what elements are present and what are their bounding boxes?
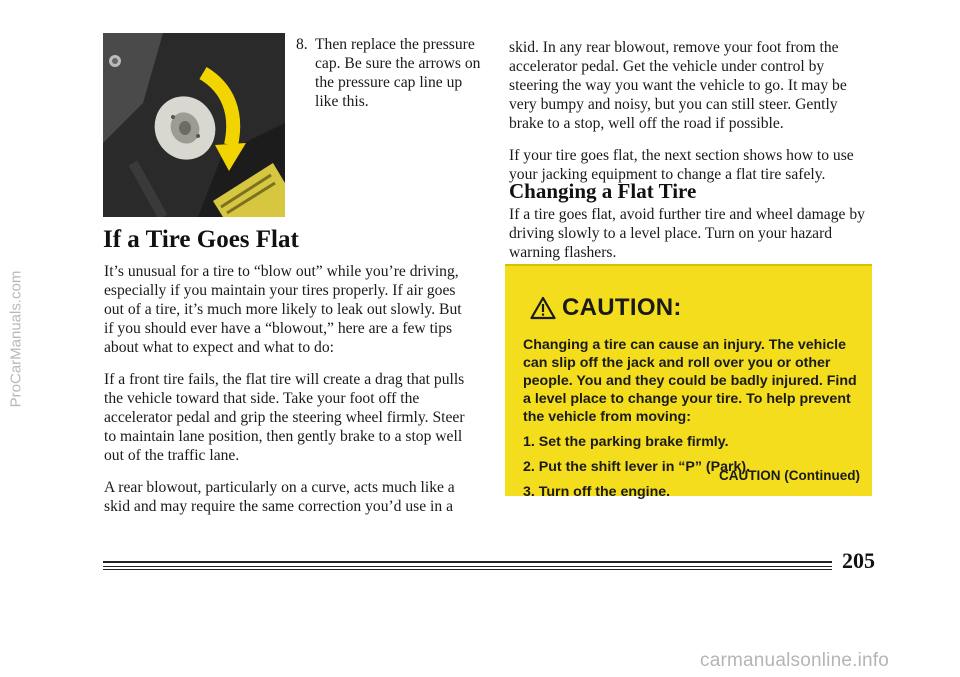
caution-title: CAUTION:	[562, 294, 682, 321]
caution-continued: CAUTION (Continued)	[719, 468, 860, 483]
blowout-continued	[509, 38, 864, 184]
pressure-cap-photo	[103, 33, 285, 217]
paragraph: It’s unusual for a tire to “blow out” while you’re driving, especially if you maintain your tires properly. If air goes out of a tire, it’s much more likely to leak out slowly. But if you should ever have a “blowout,” here are a few tips about what to expect and what to do:	[104, 263, 462, 356]
step-text: Then replace the pressure cap. Be sure the arrows on the pressure cap line up like this.	[315, 36, 481, 110]
page-number: 205	[842, 548, 875, 573]
footer-rule	[103, 569, 832, 570]
step-8	[296, 35, 486, 111]
footer-watermark: carmanualsonline.info	[700, 650, 890, 671]
caution-box	[505, 264, 872, 500]
footer-rule	[103, 566, 832, 567]
caution-steps	[523, 433, 868, 501]
pressure-cap-illustration	[103, 33, 285, 217]
paragraph: skid. In any rear blowout, remove your foot from the accelerator pedal. Get the vehicle under control by steering the way you want the vehicle to go. It may be very bumpy and noisy, but you can still steer. Gently brake to a stop, well off the road if possible.	[509, 39, 847, 132]
heading-if-a-tire-goes-flat: If a Tire Goes Flat	[103, 226, 299, 253]
heading-changing-a-flat-tire: Changing a Flat Tire	[509, 179, 697, 203]
caution-step: 1. Set the parking brake firmly.	[523, 434, 729, 450]
caution-header	[530, 294, 682, 322]
step-number: 8.	[296, 36, 308, 53]
warning-triangle-icon	[530, 296, 556, 320]
flat-tire-body	[104, 262, 474, 516]
side-watermark: ProCarManuals.com	[7, 270, 25, 407]
caution-step: 2. Put the shift lever in “P” (Park).	[523, 459, 751, 475]
paragraph: If your tire goes flat, the next section shows how to use your jacking equipment to change a flat tire safely.	[509, 147, 854, 183]
changing-intro	[509, 205, 869, 262]
paragraph: If a tire goes flat, avoid further tire and wheel damage by driving slowly to a level place. Turn on your hazard warning flashers.	[509, 206, 865, 261]
paragraph: A rear blowout, particularly on a curve, acts much like a skid and may require the same correction you’d use in a	[104, 479, 455, 515]
caution-step: 3. Turn off the engine.	[523, 484, 671, 500]
footer-rule	[103, 561, 832, 563]
paragraph: If a front tire fails, the flat tire will create a drag that pulls the vehicle toward that side. Take your foot off the accelerator pedal and grip the steering wheel firmly. Steer to maintain lane position, then gently brake to a stop well out of the traffic lane.	[104, 371, 465, 464]
caution-warning: Changing a tire can cause an injury. The vehicle can slip off the jack and roll over you or other people. You and they could be badly injured. Find a level place to change your tire. To help prevent the vehicle from moving:	[523, 337, 857, 425]
